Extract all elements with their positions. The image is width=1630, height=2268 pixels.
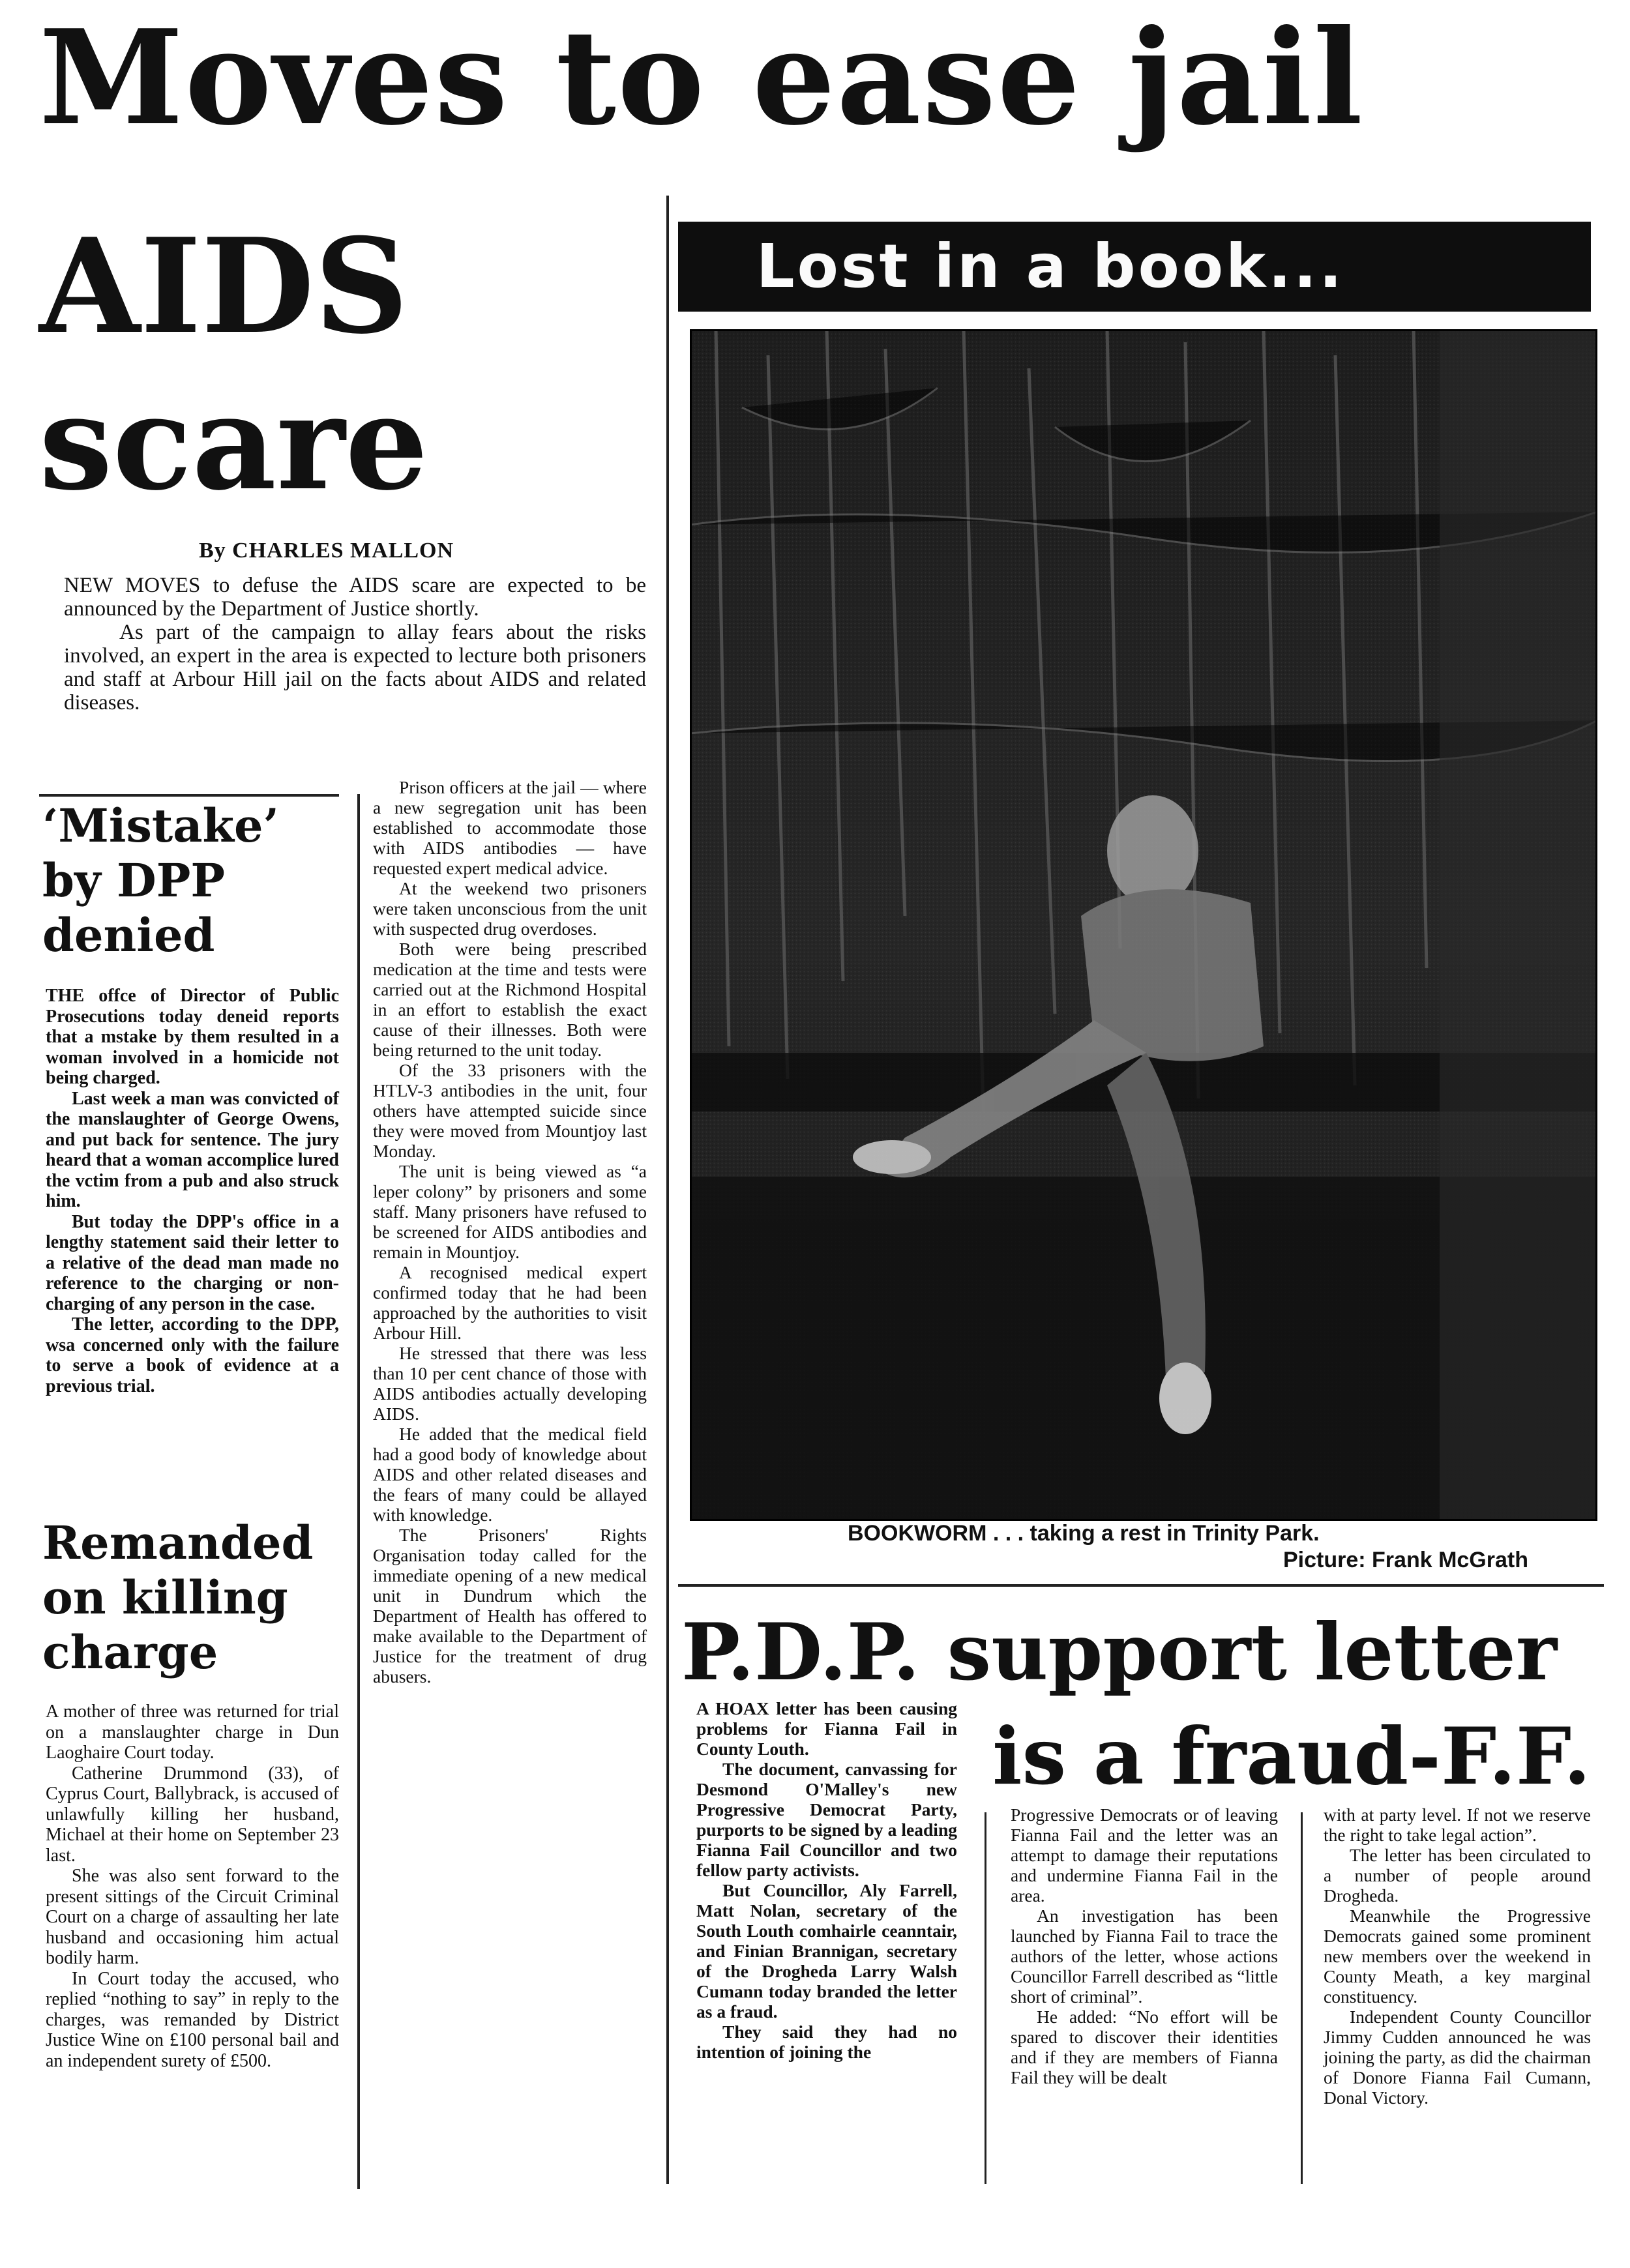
story-paragraph: An investigation has been launched by Fianna Fail to trace the authors of the letter, whose actions Councillor Farrell described as “little short of criminal”. [1011, 1906, 1278, 2007]
story-paragraph: Of the 33 prisoners with the HTLV-3 antibodies in the unit, four others have attempted suicide since they were moved from Mountjoy last Monday. [373, 1060, 647, 1161]
story-paragraph: The unit is being viewed as “a leper colony” by prisoners and some staff. Many prisoners have refused to be screened for AIDS antibodies and remain in Mountjoy. [373, 1161, 647, 1262]
remanded-headline-line: on killing [42, 1570, 288, 1625]
mistake-headline-line: denied [42, 908, 215, 962]
mistake-story [46, 986, 339, 1396]
story-paragraph: Prison officers at the jail — where a new segregation unit has been established to accommodate those with AIDS antibodies — have requested expert medical advice. [373, 777, 647, 878]
story-paragraph: Both were being prescribed medication at the time and tests were carried out at the Richmond Hospital in an effort to establish the exact cause of their illnesses. Both were being returned to the unit today. [373, 939, 647, 1060]
photo-credit: Picture: Frank McGrath [1283, 1548, 1528, 1572]
main-headline-line2: AIDS [39, 210, 409, 363]
photo-caption: BOOKWORM . . . taking a rest in Trinity Park. [848, 1521, 1320, 1546]
story-paragraph: But today the DPP's office in a lengthy statement said their letter to a relative of the dead man made no reference to the charging or non-charging of any person in the case. [46, 1211, 339, 1314]
pdp-headline-line1: P.D.P. support letter [681, 1606, 1558, 1698]
story-paragraph: A recognised medical expert confirmed today that he had been approached by the authorities to visit Arbour Hill. [373, 1262, 647, 1343]
lead-paragraph: NEW MOVES to defuse the AIDS scare are expected to be announced by the Department of Justice shortly. [64, 574, 646, 621]
story-paragraph: He stressed that there was less than 10 per cent chance of those with AIDS antibodies actually developing AIDS. [373, 1343, 647, 1424]
story-paragraph: At the weekend two prisoners were taken unconscious from the unit with suspected drug overdoses. [373, 878, 647, 939]
story-paragraph: He added: “No effort will be spared to discover their identities and if they are members of Fianna Fail they will be dealt [1011, 2007, 1278, 2087]
photo-bookworm [690, 329, 1597, 1521]
story-paragraph: THE offce of Director of Public Prosecutions today deneid reports that a mstake by them resulted in a woman involved in a homicide not being charged. [46, 986, 339, 1088]
mistake-headline [42, 799, 349, 963]
pdp-story-column-1 [696, 1698, 957, 2062]
remanded-story [46, 1701, 339, 2071]
story-paragraph: The Prisoners' Rights Organisation today called for the immediate opening of a new medical unit in Dundrum which the Department of Health has offered to make available to the Department of Justice for the treatment of drug abusers. [373, 1525, 647, 1686]
pdp-story-column-2 [1011, 1804, 1278, 2087]
lead-text [64, 574, 646, 714]
divider [39, 794, 339, 797]
remanded-headline [42, 1516, 349, 1680]
main-headline-line1: Moves to ease jail [39, 1, 1365, 155]
story-paragraph: with at party level. If not we reserve the right to take legal action”. [1324, 1804, 1591, 1845]
story-paragraph: The letter, according to the DPP, wsa concerned only with the failure to serve a book of evidence at a previous trial. [46, 1314, 339, 1396]
remanded-headline-line: Remanded [42, 1516, 314, 1570]
story-paragraph: Catherine Drummond (33), of Cyprus Court, Ballybrack, is accused of unlawfully killing her husband, Michael at their home on September 23 last. [46, 1763, 339, 1866]
column-divider [357, 794, 360, 2189]
aids-story-continued [373, 777, 647, 1686]
column-divider [985, 1812, 986, 2184]
story-paragraph: The letter has been circulated to a number of people around Drogheda. [1324, 1845, 1591, 1906]
column-divider [1301, 1812, 1303, 2184]
main-headline-line3: scare [39, 366, 428, 520]
mistake-headline-line: ‘Mistake’ [42, 799, 279, 853]
story-paragraph: But Councillor, Aly Farrell, Matt Nolan, secretary of the South Louth comhairle ceanntair, and Finian Brannigan, secretary of the Drogheda Larry Walsh Cumann today branded the letter as a fraud. [696, 1880, 957, 2022]
story-paragraph: Independent County Councillor Jimmy Cudden announced he was joining the party, as did the chairman of Donore Fianna Fail Cumann, Donal Victory. [1324, 2007, 1591, 2108]
story-paragraph: Meanwhile the Progressive Democrats gained some prominent new members over the weekend in County Meath, a key marginal constituency. [1324, 1906, 1591, 2007]
byline: By CHARLES MALLON [199, 538, 454, 563]
divider [678, 1584, 1604, 1587]
story-paragraph: He added that the medical field had a good body of knowledge about AIDS and other related diseases and the fears of many could be allayed with knowledge. [373, 1424, 647, 1525]
mistake-headline-line: by DPP [42, 853, 225, 907]
story-paragraph: They said they had no intention of joining the [696, 2022, 957, 2062]
story-paragraph: A HOAX letter has been causing problems for Fianna Fail in County Louth. [696, 1698, 957, 1759]
pdp-story-column-3 [1324, 1804, 1591, 2108]
column-divider [666, 196, 669, 2184]
remanded-headline-line: charge [42, 1625, 218, 1679]
story-paragraph: A mother of three was returned for trial on a manslaughter charge in Dun Laoghaire Court today. [46, 1701, 339, 1763]
story-paragraph: Progressive Democrats or of leaving Fianna Fail and the letter was an attempt to damage their reputations and undermine Fianna Fail in the area. [1011, 1804, 1278, 1906]
story-paragraph: In Court today the accused, who replied “nothing to say” in reply to the charges, was remanded by District Justice Wine on £100 personal bail and an independent surety of £500. [46, 1968, 339, 2071]
photo-image [690, 329, 1597, 1521]
story-paragraph: Last week a man was convicted of the manslaughter of George Owens, and put back for sentence. The jury heard that a woman accomplice lured the vctim from a pub and also struck him. [46, 1088, 339, 1211]
pdp-headline-line2: is a fraud-F.F. [992, 1711, 1591, 1803]
story-paragraph: The document, canvassing for Desmond O'Malley's new Progressive Democrat Party, purports to be signed by a leading Fianna Fail Councillor and two fellow party activists. [696, 1759, 957, 1880]
story-paragraph: She was also sent forward to the present sittings of the Circuit Criminal Court on a charge of assaulting her late husband and occasioning him actual bodily harm. [46, 1866, 339, 1968]
photo-banner: Lost in a book... [678, 222, 1591, 312]
lead-paragraph: As part of the campaign to allay fears about the risks involved, an expert in the area is expected to lecture both prisoners and staff at Arbour Hill jail on the facts about AIDS and related diseases. [64, 621, 646, 714]
